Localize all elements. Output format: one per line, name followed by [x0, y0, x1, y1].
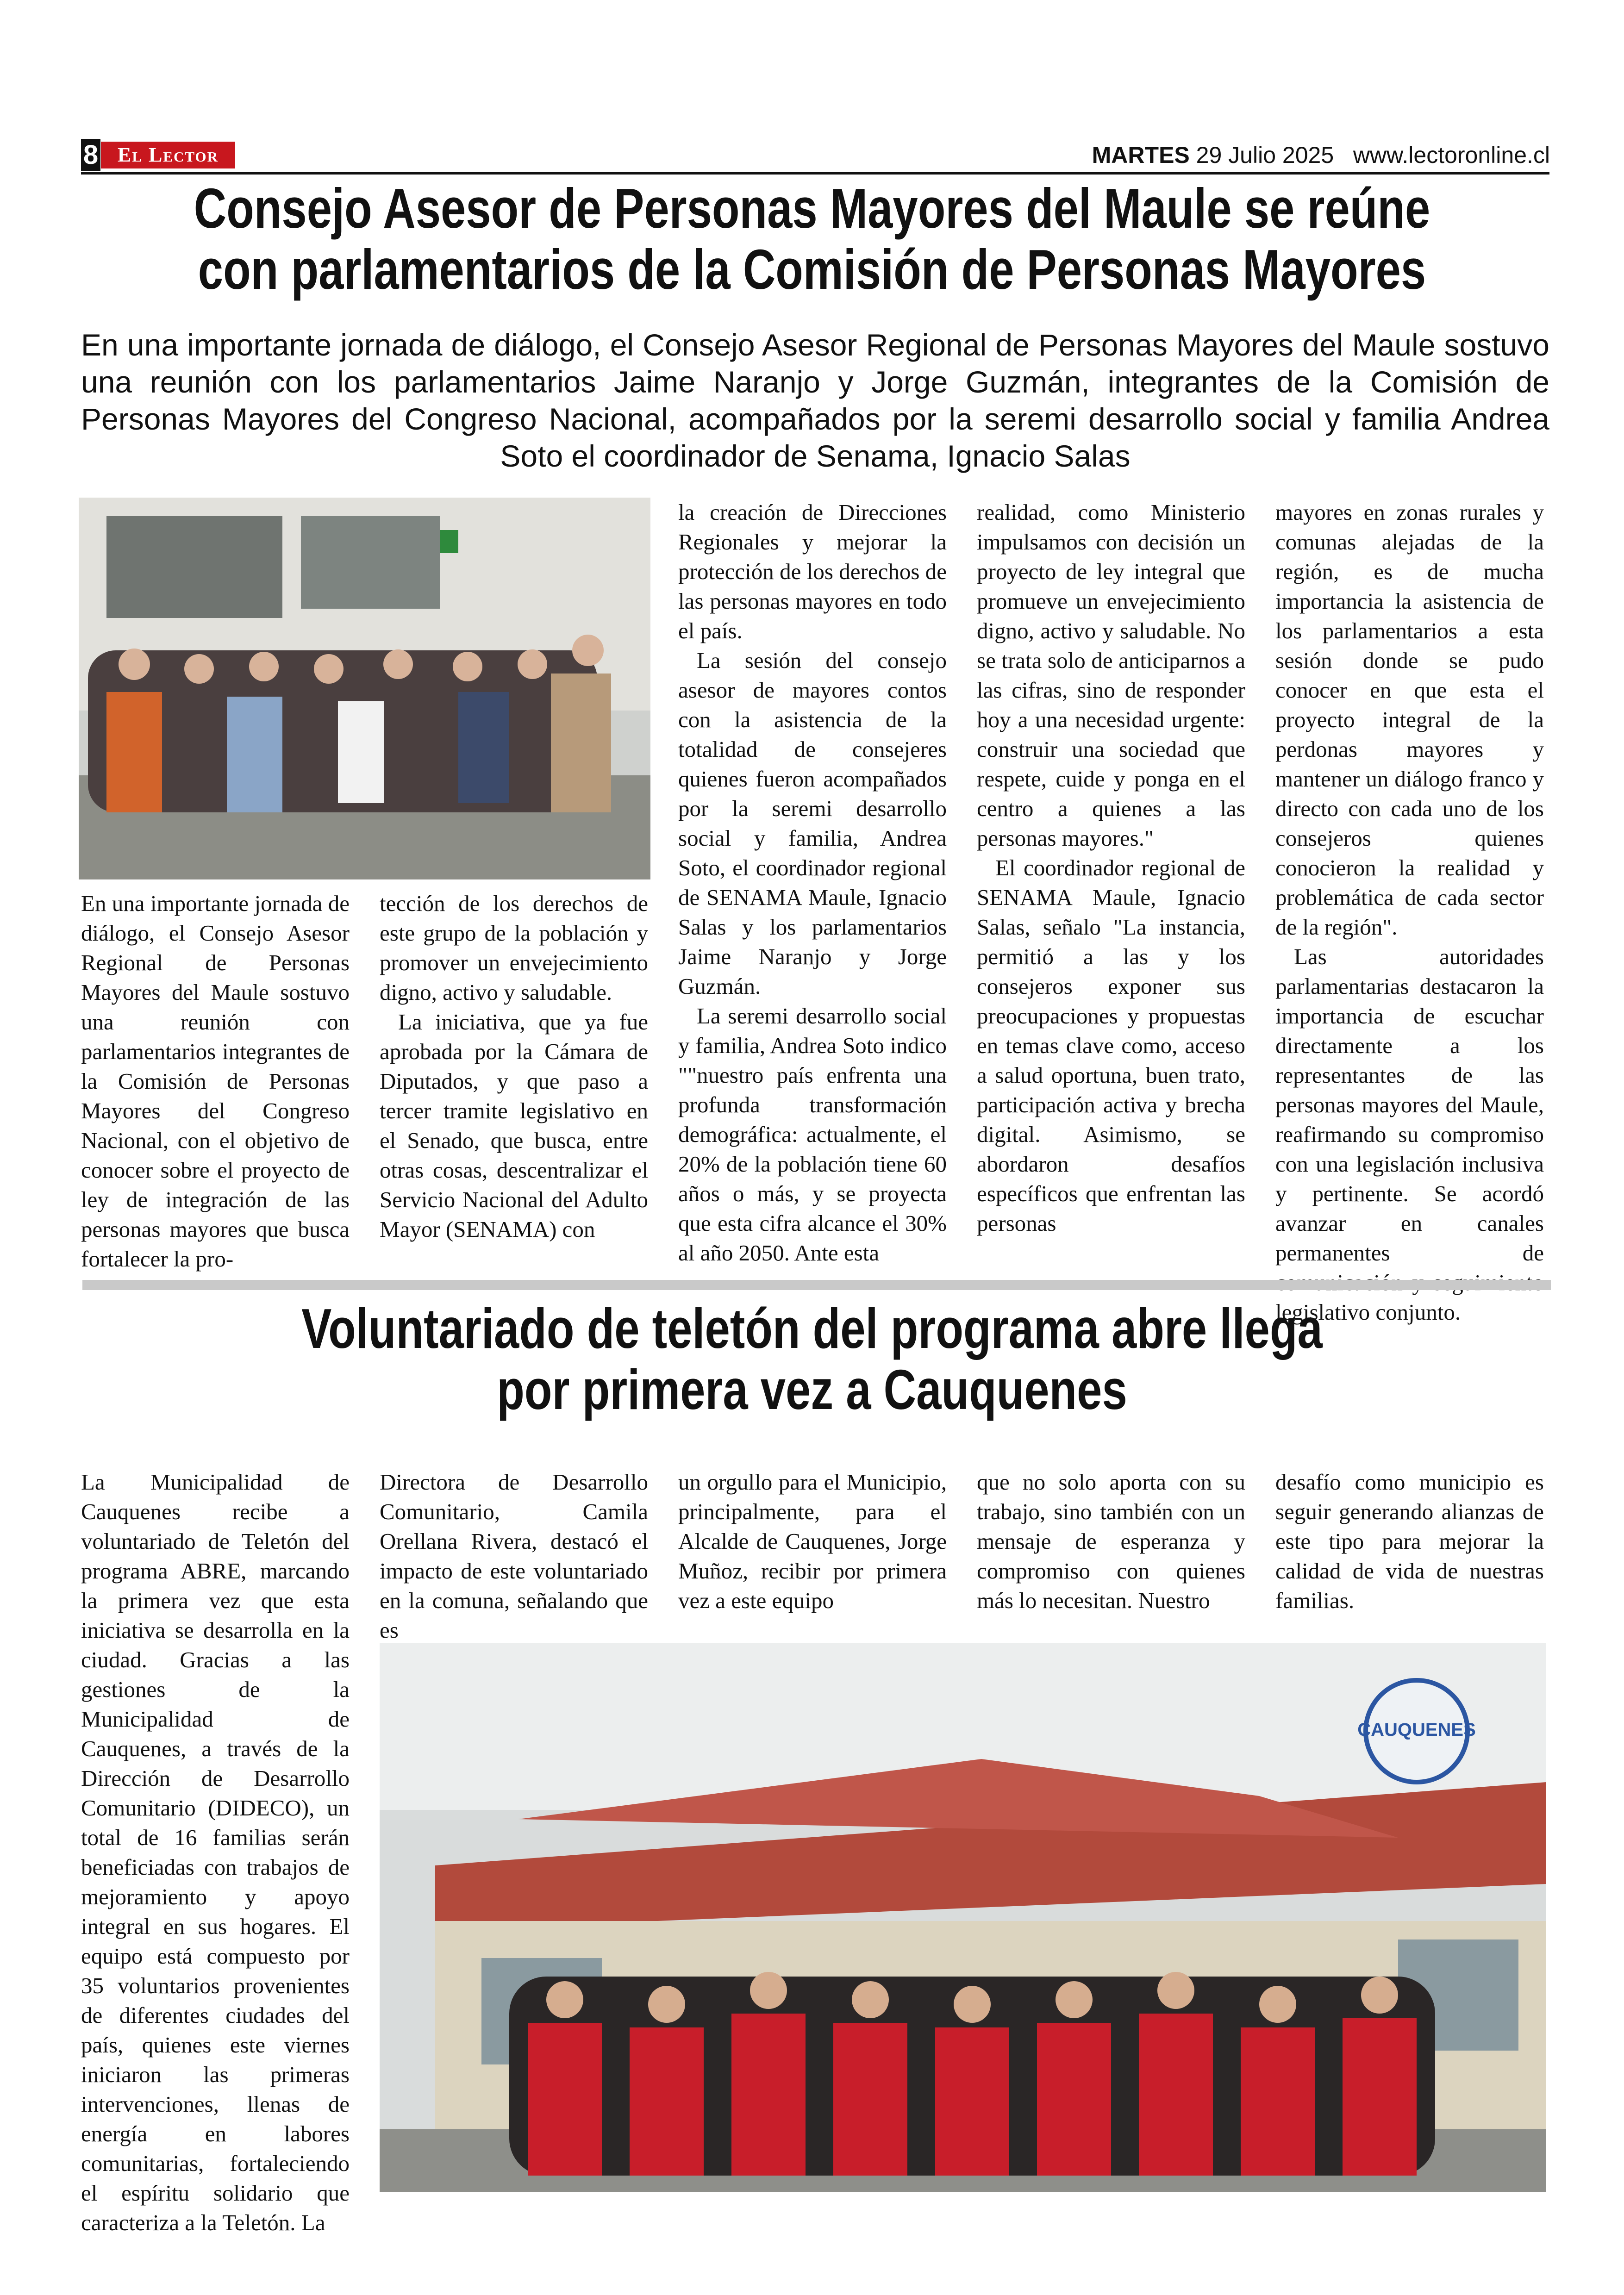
paragraph: que no solo aporta con su trabajo, sino también con un mensaje de esperanza y compromiso con quienes más lo necesitan. Nuestro	[977, 1469, 1245, 1613]
dateline-date: 29 Julio 2025	[1196, 142, 1334, 168]
paragraph: El coordinador regional de SENAMA Maule, Ignacio Salas, señalo "La instancia, permitió a las y los consejeros exponer sus preocupaciones y propuestas en temas clave como, acceso a salud oportuna, buen trato, participación activa y brecha digital. Asimismo, se abordaron desafíos específicos que enfrentan las personas	[977, 855, 1245, 1236]
article1-col3	[678, 498, 947, 1268]
article2-col3	[678, 1467, 947, 1615]
article1-col5	[1275, 498, 1544, 1327]
cauquenes-sign: CAUQUENES	[1357, 1720, 1476, 1740]
paragraph: un orgullo para el Municipio, principalmente, para el Alcalde de Cauquenes, Jorge Muñoz, recibir por primera vez a este equipo	[678, 1469, 947, 1613]
article1-col4	[977, 498, 1245, 1238]
paragraph: desafío como municipio es seguir generando alianzas de este tipo para mejorar la calidad de vida de nuestras familias.	[1275, 1469, 1544, 1613]
article2-col5	[1275, 1467, 1544, 1615]
paragraph: la creación de Direcciones Regionales y mejorar la protección de los derechos de las personas mayores en todo el país.	[678, 499, 947, 643]
article1-col1	[81, 889, 350, 1274]
paragraph: La iniciativa, que ya fue aprobada por la Cámara de Diputados, y que paso a tercer tramite legislativo en el Senado, que busca, entre otras cosas, descentralizar el Servicio Nacional del Adulto Mayor (SENAMA) con	[380, 1009, 648, 1242]
paragraph: La seremi desarrollo social y familia, Andrea Soto indico ""nuestro país enfrenta una profunda transformación demográfica: actualmente, el 20% de la población tiene 60 años o más, y se proyecta que esta cifra alcance el 30% al año 2050. Ante esta	[678, 1003, 947, 1266]
article2-photo	[380, 1643, 1546, 2192]
article1-col2	[380, 889, 648, 1244]
article1-photo	[79, 498, 650, 879]
paragraph: tección de los derechos de este grupo de la población y promover un envejecimiento digno, activo y saludable.	[380, 891, 648, 1005]
header-rule	[81, 172, 1549, 175]
paragraph: mayores en zonas rurales y comunas alejadas de la región, es de mucha importancia la asistencia de los parlamentarios a esta sesión donde se pudo conocer en que esta el proyecto integral de la perdonas mayores y mantener un diálogo franco y directo con cada uno de los consejeros quienes conocieron la realidad y problemática de cada sector de la región".	[1275, 499, 1544, 940]
paragraph: En una importante jornada de diálogo, el Consejo Asesor Regional de Personas Mayores del Maule sostuvo una reunión con parlamentarios integrantes de la Comisión de Personas Mayores del Congreso Nacional, con el objetivo de conocer sobre el proyecto de ley de integración de las personas mayores que busca fortalecer la pro-	[81, 891, 350, 1272]
article1-headline: Consejo Asesor de Personas Mayores del Maule se reúne con parlamentarios de la Comisión de Personas Mayores	[194, 177, 1430, 301]
paragraph: La Municipalidad de Cauquenes recibe a voluntariado de Teletón del programa ABRE, marcando la primera vez que esta iniciativa se desarrolla en la ciudad. Gracias a las gestiones de la Municipalidad de Cauquenes, a través de la Dirección de Desarrollo Comunitario (DIDECO), un total de 16 familias serán beneficiadas con trabajos de mejoramiento y apoyo integral en sus hogares. El equipo está compuesto por 35 voluntarios provenientes de diferentes ciudades del país, quienes este viernes iniciaron las primeras intervenciones, llenas de energía en labores comunitarias, fortaleciendo el espíritu solidario que caracteriza a la Teletón. La	[81, 1469, 350, 2235]
article1-deck: En una importante jornada de diálogo, el Consejo Asesor Regional de Personas Mayores del Maule sostuvo una reunión con los parlamentarios Jaime Naranjo y Jorge Guzmán, integrantes de la Comisión de Personas Mayores del Congreso Nacional, acompañados por la seremi desarrollo social y familia Andrea Soto el coordinador de Senama, Ignacio Salas	[81, 328, 1549, 473]
paragraph: Directora de Desarrollo Comunitario, Camila Orellana Rivera, destacó el impacto de este voluntariado en la comuna, señalando que es	[380, 1469, 648, 1643]
article2-headline: Voluntariado de teletón del programa abre llega por primera vez a Cauquenes	[301, 1297, 1323, 1421]
website-url: www.lectoronline.cl	[1353, 142, 1550, 168]
article2-col4	[977, 1467, 1245, 1615]
article2-col1	[81, 1467, 350, 2238]
masthead-logo: El Lector	[101, 142, 235, 168]
paragraph: La sesión del consejo asesor de mayores contos con la asistencia de la totalidad de consejeres quienes fueron acompañados por la seremi desarrollo social y familia, Andrea Soto, el coordinador regional de SENAMA Maule, Ignacio Salas y los parlamentarios Jaime Naranjo y Jorge Guzmán.	[678, 648, 947, 999]
paragraph: Las autoridades parlamentarias destacaron la importancia de escuchar directamente a los representantes de las personas mayores del Maule, reafirmando su compromiso con una legislación inclusiva y pertinente. Se acordó avanzar en canales permanentes de legislativo conjunto.	[1275, 944, 1544, 1325]
article2-col2	[380, 1467, 648, 1645]
section-divider	[82, 1280, 1551, 1290]
dateline-day: MARTES	[1092, 142, 1190, 168]
dateline	[1092, 139, 1550, 171]
page-number: 8	[81, 139, 100, 171]
paragraph: realidad, como Ministerio impulsamos con decisión un proyecto de ley integral que promueve un envejecimiento digno, activo y saludable. No se trata solo de anticiparnos a las cifras, sino de responder hoy a una necesidad urgente: construir una sociedad que respete, cuide y ponga en el centro a quienes a las personas mayores."	[977, 499, 1245, 851]
